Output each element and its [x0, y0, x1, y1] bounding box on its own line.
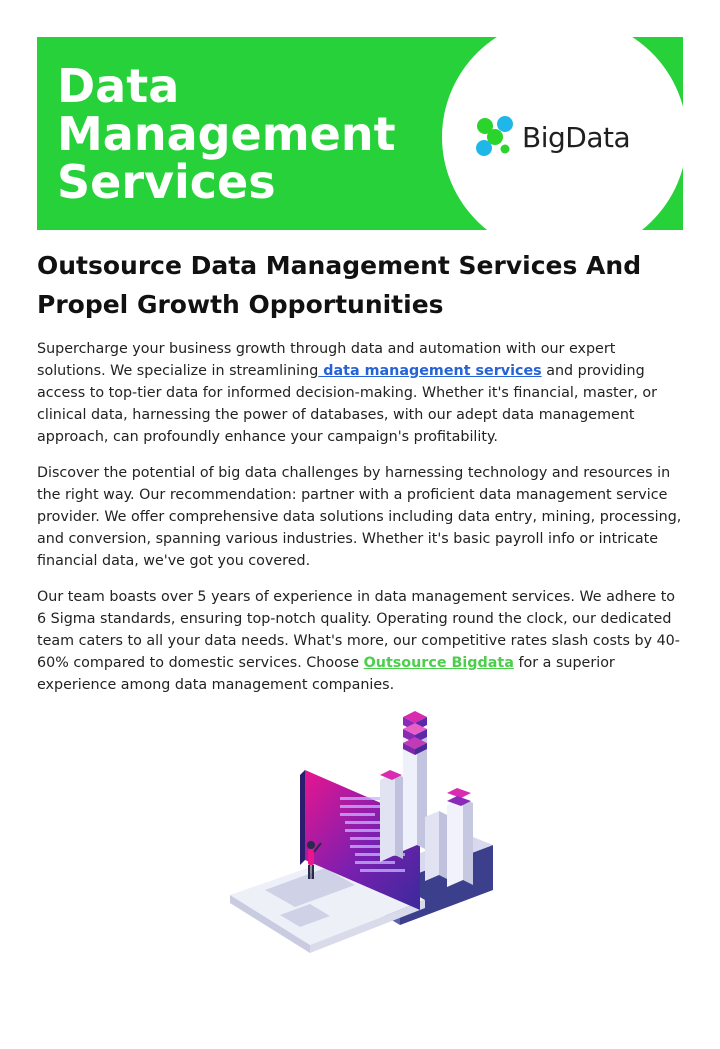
banner-title-line: Management	[57, 107, 396, 161]
paragraph-text: for a superior experience among data management companies.	[37, 655, 615, 693]
banner-title-line: Services	[57, 155, 276, 209]
bigdata-logo-icon	[472, 113, 520, 161]
paragraph-text: Supercharge your business growth through data and automation with our expert solutions. We specialize in streamlining	[37, 341, 616, 379]
bigdata-logo	[472, 112, 630, 162]
laptop-data-center-illustration-icon	[225, 705, 500, 970]
paragraph-team	[37, 586, 687, 696]
logo-text: BigData	[522, 120, 631, 154]
page-heading: Outsource Data Management Services And Propel Growth Opportunities	[37, 251, 642, 319]
data-management-services-link[interactable]: data management services	[318, 363, 542, 379]
hero-banner	[37, 37, 683, 230]
paragraph-big-data: Discover the potential of big data challenges by harnessing technology and resources in the right way. Our recommendation: partner with a proficient data management service provider. We offer comprehensive data solutions including data entry, mining, processing, and conversion, spanning various industries. Whether it's basic payroll info or intricate financial data, we've got you covered.	[37, 465, 682, 569]
paragraph-text: and providing access to top-tier data for informed decision-making. Whether it's financial, master, or clinical data, harnessing the power of databases, with our adept data management approach, can profoundly enhance your campaign's profitability.	[37, 363, 658, 445]
paragraph-text: Our team boasts over 5 years of experience in data management services. We adhere to 6 Sigma standards, ensuring top-notch quality. Operating round the clock, our dedicated team caters to all your data needs. What's more, our competitive rates slash costs by 40-60% compared to domestic services. Choose	[37, 589, 680, 671]
outsource-bigdata-link[interactable]: Outsource Bigdata	[363, 655, 514, 671]
banner-title-line: Data	[57, 59, 180, 113]
banner-title	[57, 59, 396, 209]
paragraph-intro	[37, 338, 687, 448]
